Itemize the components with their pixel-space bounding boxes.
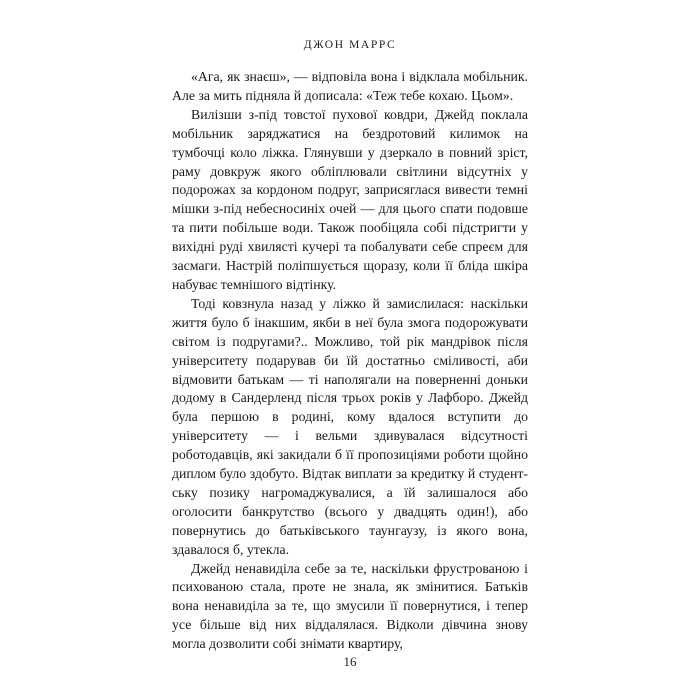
running-head: ДЖОН МАРРС (303, 39, 397, 51)
paragraph: «Ага, як знаєш», — відповіла вона і відклала мобільник. Але за мить підняла й дописала: «Теж тебе кохаю. Цьом». (172, 69, 528, 103)
paragraph: Джейд ненавиділа себе за те, наскільки фрустрованою і психованою стала, проте не знала, як змінитися. Батьків вона ненавиділа за те, що змусили її повернутися, і тепер усе більше від них віддалялася. Відколи дівчина знову могла дозволити собі знімати квартиру, (172, 560, 528, 652)
paragraph: Вилізши з-під товстої пухової ковдри, Джейд поклала мобільник заряджатися на бездротовий килимок на тумбочці коло ліжка. Глянувши у дзеркало в повний зріст, раму довкруж якого обліплювали світлини відсутніх у подорожах за кордоном подруг, заприсяглася вивести темні мішки з-під небесносиніх очей — для цього спати подовше та пити побільше води. Також пообіцяла собі підстригти у вихідні руді хвилясті кучері та побалувати себе спреєм для засмаги. Настрій поліпшується щоразу, коли її бліда шкіра набуває темнішого відтінку. (172, 106, 528, 292)
paragraph: Тоді ковзнула назад у ліжко й замислилася: наскільки життя було б інакшим, якби в неї була змога подорожувати світом із подругами?.. Можливо, той рік мандрівок після університету подарував би їй достатньо сміливості, аби відмовити батькам — ті наполягали на поверненні доньки додому в Сандерленд після трьох років у Лафборо. Джейд була першою в родині, кому вдалося вступити до університету — і вельми здивувалася відсутності роботодавців, які закидали б її пропозиціями роботи щойно диплом було здобуто. Відтак виплати за кредитку й студентську позику нагромаджувалися, а їй залишалося або оголосити банкрутство (всього у двадцять один!), або повернутись до батьківського таунгаузу, із якого вона, здавалося б, утекла. (172, 295, 528, 557)
page-number: 16 (343, 654, 357, 669)
body-text (172, 68, 528, 654)
